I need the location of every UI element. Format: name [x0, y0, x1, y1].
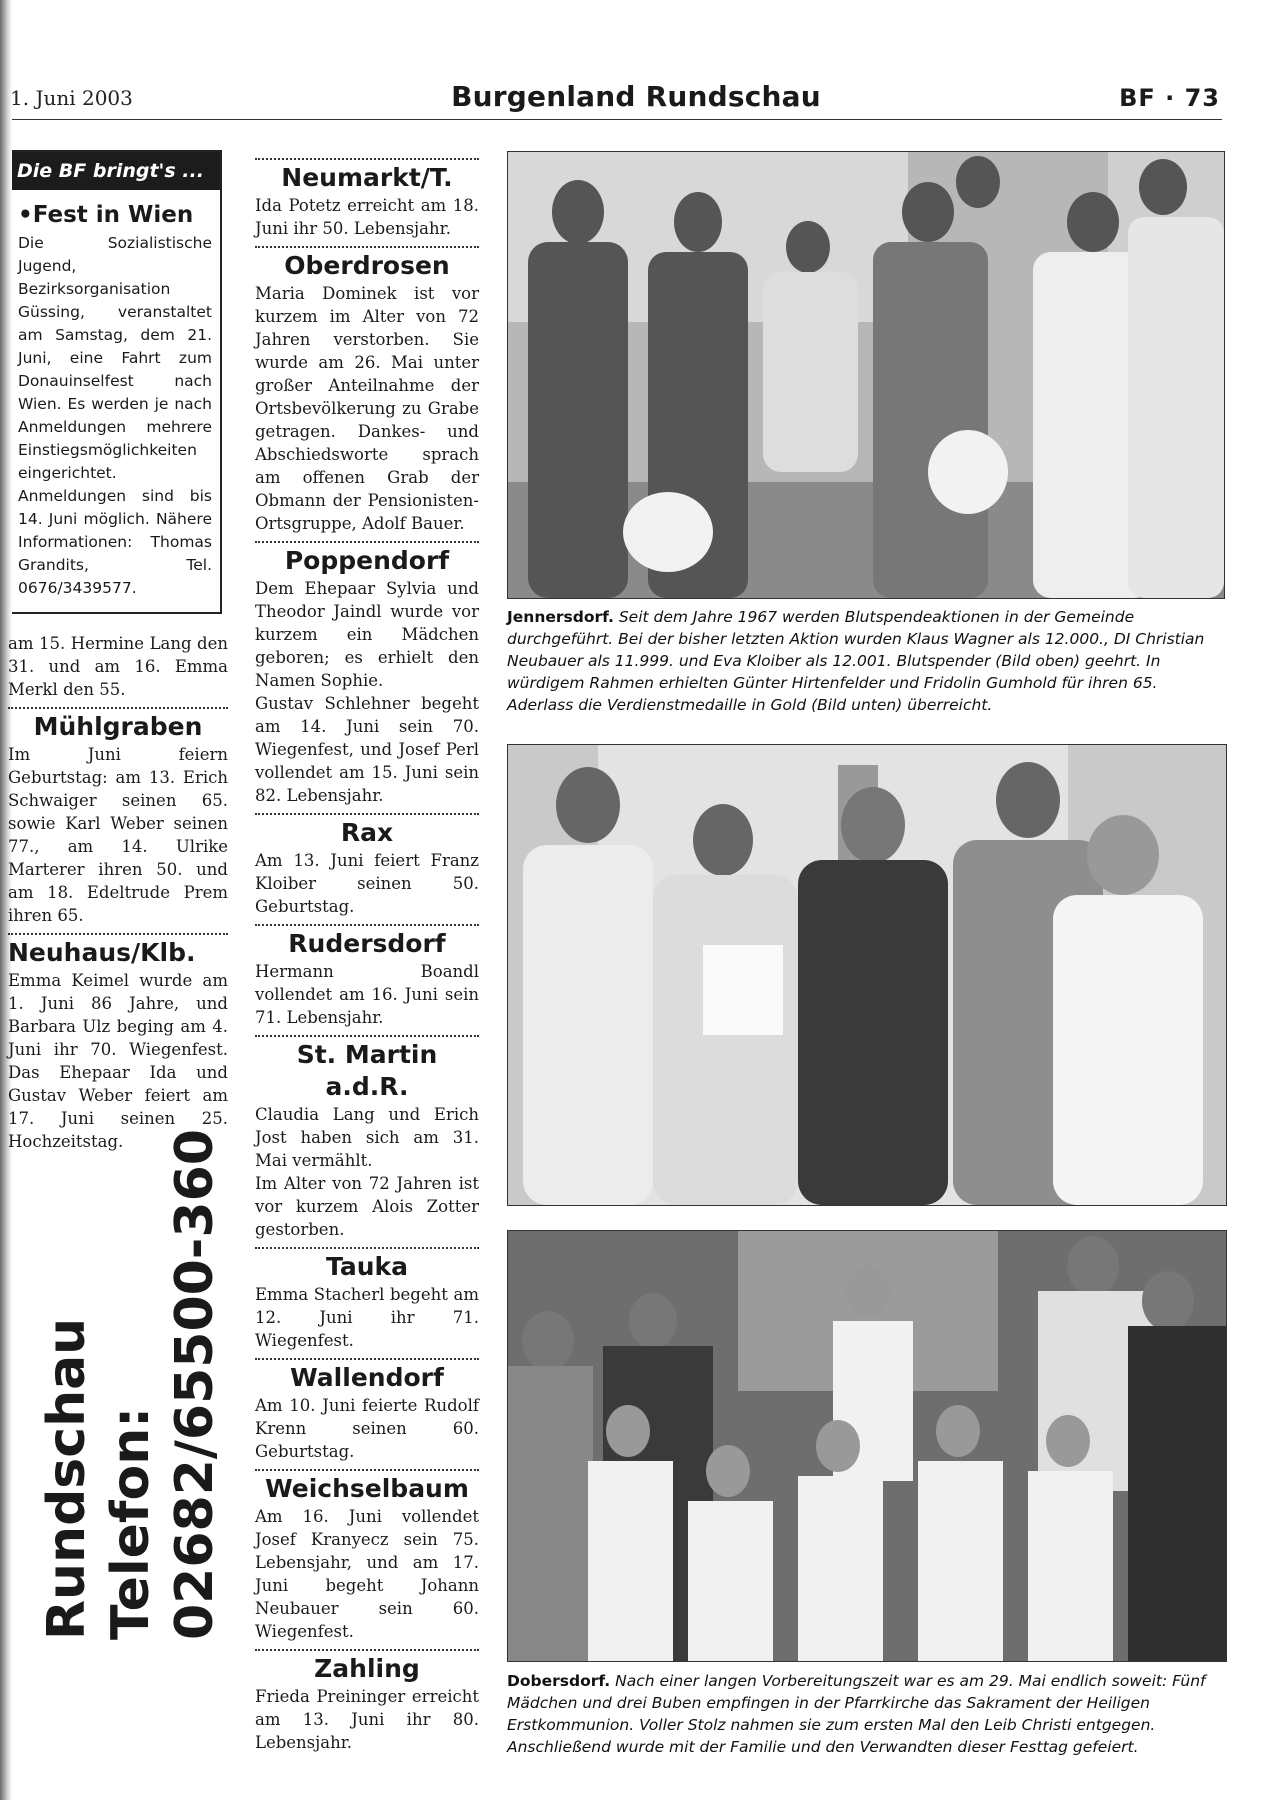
section-text: Gustav Schlehner begeht am 14. Juni sein 70. Wiegenfest, und Josef Perl vollendet am 15. Juni sein 82. Lebensjahr.: [255, 694, 479, 805]
dotted-divider: [255, 1247, 479, 1249]
section-text: Hermann Boandl vollendet am 16. Juni sein 71. Lebensjahr.: [255, 962, 479, 1027]
photo-blood-donors: [507, 151, 1225, 599]
section-heading: Neumarkt/T.: [281, 163, 453, 192]
caption-text: Nach einer langen Vorbereitungszeit war es am 29. Mai endlich soweit: Fünf Mädchen und drei Buben empfingen in der Pfarrkirche das Sakrament der Heiligen Erstkommunion. Voller Stolz nahmen sie zum ersten Mal den Leib Christi entgegen. Anschließend wurde mit der Familie und den Verwandten dieser Festtag gefeiert.: [507, 1672, 1206, 1756]
section-heading: Zahling: [314, 1654, 420, 1683]
section-text: Dem Ehepaar Sylvia und Theodor Jaindl wurde vor kurzem ein Mädchen geboren; es erhielt den Namen Sophie.: [255, 579, 479, 690]
section-text: Am 13. Juni feiert Franz Kloiber seinen 50. Geburtstag.: [255, 851, 479, 916]
section-text: Claudia Lang und Erich Jost haben sich am 31. Mai vermählt.: [255, 1105, 479, 1170]
left-column: [8, 632, 228, 1153]
section-text: Am 16. Juni vollendet Josef Kranyecz sein 75. Lebensjahr, und am 17. Juni begeht Johann Neubauer sein 60. Wiegenfest.: [255, 1507, 479, 1641]
caption-place: Dobersdorf.: [507, 1672, 611, 1690]
dotted-divider: [255, 246, 479, 248]
dotted-divider: [255, 924, 479, 926]
dotted-divider: [255, 1649, 479, 1651]
issue-date: 1. Juni 2003: [10, 86, 133, 110]
bf-box-heading: Die BF bringt's ...: [12, 152, 220, 190]
photo-medal-recipients: [507, 744, 1227, 1206]
dotted-divider: [8, 707, 228, 709]
dotted-divider: [255, 541, 479, 543]
section-heading: Mühlgraben: [33, 712, 203, 741]
caption-place: Jennersdorf.: [507, 608, 614, 626]
section-heading: Weichselbaum: [265, 1474, 469, 1503]
section-heading: Neuhaus/Klb.: [8, 938, 196, 967]
section-heading: Wallendorf: [290, 1363, 444, 1392]
photo-first-communion-image: [508, 1231, 1226, 1661]
section-heading: Rax: [340, 818, 394, 847]
section-text: Im Alter von 72 Jahren ist vor kurzem Alois Zotter gestorben.: [255, 1174, 479, 1239]
bf-box-title: •Fest in Wien: [18, 202, 194, 228]
section-text: Im Juni feiern Geburtstag: am 13. Erich Schwaiger seinen 65. sowie Karl Weber seinen 77., am 14. Ulrike Marterer ihren 50. und am 18. Edeltrude Prem ihren 65.: [8, 745, 228, 925]
phone-number: 02682/65500-360: [165, 1129, 225, 1640]
left-intro-text: am 15. Hermine Lang den 31. und am 16. Emma Merkl den 55.: [8, 634, 228, 699]
newspaper-title: Burgenland Rundschau: [451, 80, 821, 113]
section-text: Emma Stacherl begeht am 12. Juni ihr 71. Wiegenfest.: [255, 1285, 479, 1350]
middle-column: [255, 152, 479, 1754]
bf-box-text: Die Sozialistische Jugend, Bezirksorganisation Güssing, veranstaltet am Samstag, dem 21. Juni, eine Fahrt zum Donauinselfest nach Wien. Es werden je nach Anmeldungen mehrere Einstiegsmöglichkeiten eingerichtet. Anmeldungen sind bis 14. Juni möglich. Nähere Informationen: Thomas Grandits, Tel. 0676/3439577.: [18, 234, 212, 597]
dotted-divider: [255, 158, 479, 160]
photo-blood-donors-image: [508, 152, 1224, 598]
section-heading: Tauka: [326, 1252, 408, 1281]
dotted-divider: [255, 813, 479, 815]
page-number: BF · 73: [1119, 84, 1220, 112]
section-text: Maria Dominek ist vor kurzem im Alter von 72 Jahren verstorben. Sie wurde am 26. Mai unter großer Anteilnahme der Ortsbevölkerung zu Grabe getragen. Dankes- und Abschiedsworte sprach am offenen Grab der Obmann der Pensionisten-Ortsgruppe, Adolf Bauer.: [255, 284, 479, 533]
section-text: Frieda Preininger erreicht am 13. Juni ihr 80. Lebensjahr.: [255, 1687, 479, 1752]
dotted-divider: [8, 933, 228, 935]
section-heading: Poppendorf: [284, 546, 450, 575]
dotted-divider: [255, 1358, 479, 1360]
caption-dobersdorf: [507, 1670, 1225, 1758]
section-text: Am 10. Juni feierte Rudolf Krenn seinen 60. Geburtstag.: [255, 1396, 479, 1461]
photo-medal-recipients-image: [508, 745, 1226, 1205]
caption-jennersdorf: [507, 606, 1223, 716]
section-heading: Oberdrosen: [284, 251, 450, 280]
caption-text: Seit dem Jahre 1967 werden Blutspendeaktionen in der Gemeinde durchgeführt. Bei der bisher letzten Aktion wurden Klaus Wagner als 12.000., DI Christian Neubauer als 11.999. und Eva Kloiber als 12.001. Blutspender (Bild oben) geehrt. In würdigem Rahmen erhielten Günter Hirtenfelder und Fridolin Gumhold für ihren 65. Aderlass die Verdienstmedaille in Gold (Bild unten) überreicht.: [507, 608, 1205, 714]
section-text: Ida Potetz erreicht am 18. Juni ihr 50. Lebensjahr.: [255, 196, 479, 238]
section-heading: Rudersdorf: [288, 929, 446, 958]
section-heading: St. Martin a.d.R.: [296, 1040, 438, 1101]
phone-label: Rundschau Telefon:: [37, 1317, 161, 1640]
dotted-divider: [255, 1469, 479, 1471]
bf-info-box: [12, 150, 222, 614]
section-text: Emma Keimel wurde am 1. Juni 86 Jahre, und Barbara Ulz beging am 4. Juni ihr 70. Wiegenfest. Das Ehepaar Ida und Gustav Weber feiert am 17. Juni seinen 25. Hochzeitstag.: [8, 971, 228, 1151]
rundschau-phone-block: [35, 1110, 225, 1640]
header-rule: [12, 119, 1222, 120]
photo-first-communion: [507, 1230, 1227, 1662]
dotted-divider: [255, 1035, 479, 1037]
